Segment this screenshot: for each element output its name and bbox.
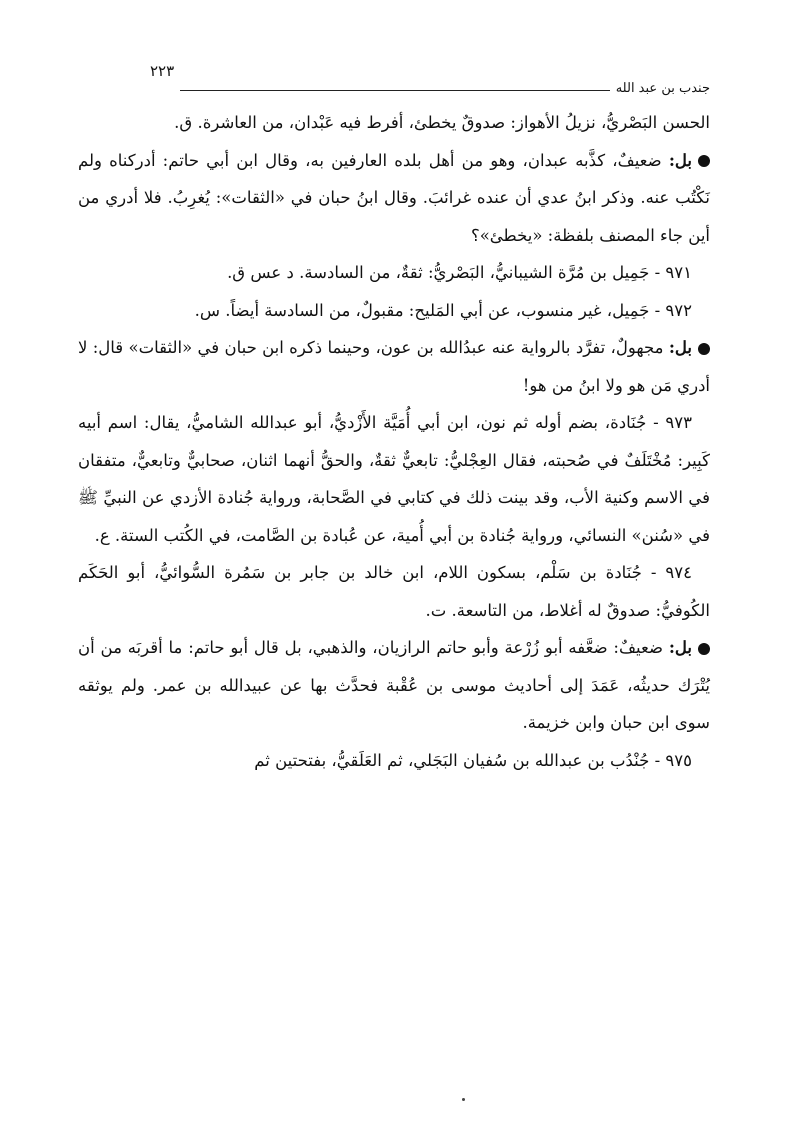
- comment-text: مجهولٌ، تفرَّد بالرواية عنه عبدُالله بن عون، وحينما ذكره ابن حبان في «الثقات» قال: لا أدري مَن هو ولا ابنُ من هو!: [78, 338, 710, 395]
- entry-text: - جُنْدُب بن عبدالله بن سُفيان البَجَلي، ثم العَلَقيُّ، بفتحتين ثم: [254, 750, 661, 770]
- bullet-icon: [698, 155, 710, 167]
- continuation-text: الحسن البَصْريُّ، نزيلُ الأهواز: صدوقٌ يخطئ، أفرط فيه عَبْدان، من العاشرة. ق.: [174, 113, 710, 132]
- entry-number: ٩٧٤: [665, 563, 693, 582]
- entry-text: - جَمِيل بن مُرَّة الشيبانيُّ، البَصْريُّ: ثقةٌ، من السادسة. د عس ق.: [227, 263, 661, 282]
- comment-label: بل:: [668, 638, 692, 657]
- entry-paragraph: [78, 404, 710, 554]
- entry-number: ٩٧١: [665, 263, 692, 282]
- entry-number: ٩٧٣: [665, 413, 692, 432]
- bullet-icon: [698, 643, 710, 655]
- footer-dot: [462, 1098, 465, 1101]
- running-title: جندب بن عبد الله: [615, 81, 710, 96]
- comment-text: ضعيفٌ: ضعَّفه أبو زُرْعة وأبو حاتم الرازيان، والذهبي، بل قال أبو حاتم: ما أقربَه من أن يُتْرَك حديثُه، عَمَدَ إلى أحاديث موسى بن عُقْبة فحدَّث بها عن عبيدالله بن عمر. ولم يوثقه سوى ابن حبان وابن خزيمة.: [78, 638, 710, 732]
- entry-paragraph: [78, 254, 710, 292]
- comment-label: بل:: [668, 338, 693, 357]
- comment-label: بل:: [668, 150, 692, 170]
- entry-text: - جَمِيل، غير منسوب، عن أبي المَليح: مقبولٌ، من السادسة أيضاً. س.: [194, 300, 661, 320]
- page-number: ٢٢٣: [150, 62, 175, 80]
- continuation-paragraph: [78, 104, 710, 142]
- comment-text: ضعيفٌ، كذَّبه عبدان، وهو من أهل بلده العارفين به، وقال ابن أبي حاتم: أدركناه ولم نَكْتُب عنه. وذكر ابنُ عدي أن عنده غرائبَ. وقال ابنُ حبان في «الثقات»: يُغرِبُ. فلا أدري من أين جاء المصنف بلفظة: «يخطئ»؟: [78, 150, 710, 245]
- entry-text: - جُنَادة، بضم أوله ثم نون، ابن أبي أُمَيَّة الأَزْديُّ، أبو عبدالله الشاميُّ، يقال: اسم أبيه كَبِير: مُخْتَلَفٌ في صُحبته، فقال العِجْليُّ: تابعيٌّ ثقةٌ، والحقُّ أنهما اثنان، صحابيٌّ وتابعيٌّ، متفقان في الاسم وكنية الأب، وقد بينت ذلك في كتابي في الصَّحابة، ورواية جُنادة الأزدي عن النبيِّ ﷺ في «سُنن» النسائي، ورواية جُنادة بن أبي أُمية، عن عُبادة بن الصَّامت، في الكُتب الستة. ع.: [78, 413, 710, 545]
- bullet-icon: [698, 343, 710, 355]
- entry-text: - جُنَادة بن سَلْم، بسكون اللام، ابن خالد بن جابر بن سَمُرة السُّوائيُّ، أبو الحَكَم الكُوفيُّ: صدوقٌ له أغلاط، من التاسعة. ت.: [78, 563, 710, 620]
- body-text: [78, 104, 710, 779]
- entry-paragraph: [78, 554, 710, 629]
- entry-paragraph: [78, 292, 710, 330]
- entry-number: ٩٧٥: [665, 750, 692, 770]
- header-rule: [180, 90, 610, 91]
- page-header: [150, 62, 710, 96]
- entry-paragraph: [78, 742, 710, 780]
- entry-number: ٩٧٢: [665, 300, 692, 320]
- comment-paragraph: [78, 629, 710, 742]
- comment-paragraph: [78, 329, 710, 404]
- comment-paragraph: [78, 142, 710, 255]
